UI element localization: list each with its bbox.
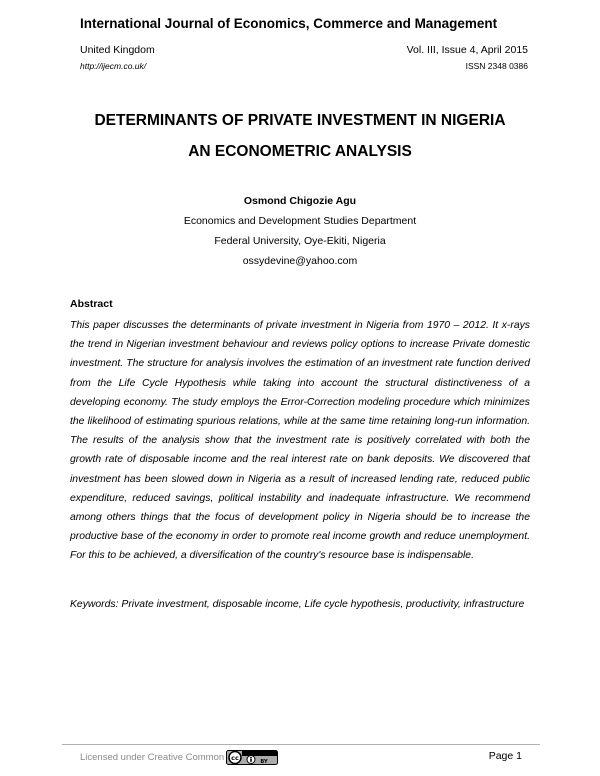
paper-title-line-2: AN ECONOMETRIC ANALYSIS — [188, 143, 412, 160]
creative-commons-by-icon[interactable] — [226, 750, 278, 765]
journal-name: International Journal of Economics, Commerce and Management — [80, 16, 498, 31]
journal-location: United Kingdom — [80, 44, 155, 56]
author-email[interactable]: ossydevine@yahoo.com — [242, 255, 358, 267]
svg-text:BY: BY — [260, 759, 268, 765]
journal-volume: Vol. III, Issue 4, April 2015 — [406, 44, 528, 56]
header-row-1 — [80, 44, 528, 56]
abstract-text: This paper discusses the determinants of private investment in Nigeria from 1970 – 2012. It x-rays the trend in Nigerian investment behaviour and reviews policy options to increase Private domestic investment. The structure for analysis involves the estimation of an investment rate function derived from the Life Cycle Hypothesis while taking into account the structural distinctiveness of a developing economy. The study employs the Error-Correction modeling procedure which minimizes the likelihood of estimating spurious relations, while at the same time retaining long-run information. The results of the analysis show that the investment rate is positively correlated with both the growth rate of disposable income and the real interest rate on bank deposits. We discovered that investment has been slowed down in Nigeria as a result of increased lending rate, reduced public expenditure, reduced savings, political instability and inadequate infrastructure. We recommend among others things that the focus of development policy in Nigeria should be to increase the productive base of the economy in order to promote real income growth and reduce unemployment. For this to be achieved, a diversification of the country's resource base is indispensable. — [70, 320, 530, 562]
page-number: Page 1 — [488, 750, 522, 762]
paper-title-line-1: DETERMINANTS OF PRIVATE INVESTMENT IN NIGERIA — [94, 112, 506, 129]
author-department: Economics and Development Studies Department — [183, 215, 417, 227]
author-name: Osmond Chigozie Agu — [243, 195, 357, 207]
journal-issn: ISSN 2348 0386 — [465, 61, 528, 71]
abstract-heading: Abstract — [70, 298, 113, 310]
svg-text:cc: cc — [231, 754, 240, 762]
author-university: Federal University, Oye-Ekiti, Nigeria — [214, 235, 386, 247]
footer-divider — [62, 744, 540, 745]
license-text: Licensed under Creative Common — [80, 752, 225, 763]
journal-url[interactable]: http://ijecm.co.uk/ — [80, 61, 147, 71]
header-row-2 — [80, 61, 528, 71]
license-notice — [80, 750, 278, 765]
keywords: Keywords: Private investment, disposable income, Life cycle hypothesis, productivity, infrastructure — [70, 599, 525, 610]
